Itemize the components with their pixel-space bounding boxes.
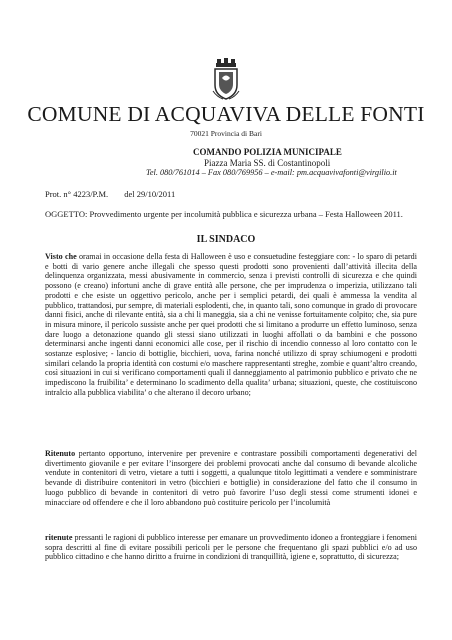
paragraph-lead: Ritenuto <box>45 449 76 458</box>
protocol-number: Prot. n° 4223/P.M. <box>45 189 109 199</box>
office-address: Piazza Maria SS. di Costantinopoli <box>204 158 331 168</box>
protocol-date: del 29/10/2011 <box>124 189 176 199</box>
command-name: COMANDO POLIZIA MUNICIPALE <box>193 147 342 157</box>
municipal-crest-icon <box>211 58 241 100</box>
section-heading: IL SINDACO <box>196 234 256 245</box>
paragraph-ritenuto <box>45 449 417 507</box>
subject-line: OGGETTO: Provvedimento urgente per incolumità pubblica e sicurezza urbana – Festa Halloween 2011. <box>45 209 403 219</box>
paragraph-lead: ritenute <box>45 533 73 542</box>
municipality-title: COMUNE DI ACQUAVIVA DELLE FONTI <box>27 102 425 126</box>
paragraph-text: pressanti le ragioni di pubblico interesse per emanare un provvedimento idoneo a fronteggiare i fenomeni sopra descritti al fine di evitare possibili pericoli per le persone che frequentano gli spazi pubblici e/o ad uso pubblico cittadino e che hanno diritto a fruirne in condizioni di tranquillità, igiene e, soprattutto, di sicurezza; <box>45 533 417 562</box>
paragraph-lead: Visto che <box>45 252 77 261</box>
paragraph-visto <box>45 252 417 398</box>
postal-subtitle: 70021 Provincia di Bari <box>190 129 262 138</box>
paragraph-ritenute <box>45 533 417 562</box>
protocol-line <box>45 189 175 199</box>
paragraph-text: oramai in occasione della festa di Halloween è uso e consuetudine festeggiare con: - lo sparo di petardi e botti di vario genere anche illegali che spesso questi prodotti sono provenienti dall’attività illecita della delinquenza organizzata, messi abusivamente in commercio, senza i previsti controlli di sicurezza e che quindi possono (e creano) infortuni anche di grave entità alle persone, che per imprudenza o imperizia, utilizzano tali prodotti e che esiste un oggettivo pericolo, anche per i semplici petardi, dei quali è ammessa la vendita al pubblico, trattandosi, pur sempre, di materiali esplodenti, che, in quanto tali, sono comunque in grado di provocare danni fisici, anche di rilevante entità, sia a chi li maneggia, sia a chi ne venisse fortuitamente colpito; che, sia pure in misura minore, il pericolo sussiste anche per quei prodotti che si limitano a produrre un effetto luminoso, senza dare luogo a detonazione quando gli stessi siano utilizzati in luoghi affollati o da bambini e che possono determinarsi anche ingenti danni economici alle cose, per il rischio di incendio connesso al loro contatto con le sostanze esplosive; - lancio di bottiglie, bicchieri, uova, farina nonché utilizzo di spray schiumogeni e prodotti similari celando la propria identità con costumi e/o maschere rappresentanti streghe, zombie e quant’altro creando, così situazioni in cui si verificano comportamenti quali il danneggiamento al patrimonio pubblico e privato che ne impediscono la fruibilita’ e determinano lo scadimento della qualita’ urbana; situazioni, queste, che costituiscono intralcio alla pubblica viabilita’ o che alterano il decoro urbano; <box>45 252 417 397</box>
contact-line: Tel. 080/761014 – Fax 080/769956 – e-mail: pm.acquavivafonti@virgilio.it <box>146 168 397 177</box>
paragraph-text: pertanto opportuno, intervenire per prevenire e contrastare possibili comportamenti degenerativi del divertimento giovanile e per evitare l’insorgere dei problemi provocati anche dal consumo di bevande alcoliche vendute in contenitori di vetro, vietare a tutti i soggetti, a qualunque titolo legittimati a vendere e somministrare bevande di distribuire contenitori in vetro (bicchieri e bottiglie) in considerazione del fatto che il consumo in luogo pubblico di bevande in contenitori di vetro può favorire l’uso degli stessi come strumenti idonei e minacciare od offendere e che il loro abbandono può costituire pericolo per l’incolumità <box>45 449 417 507</box>
